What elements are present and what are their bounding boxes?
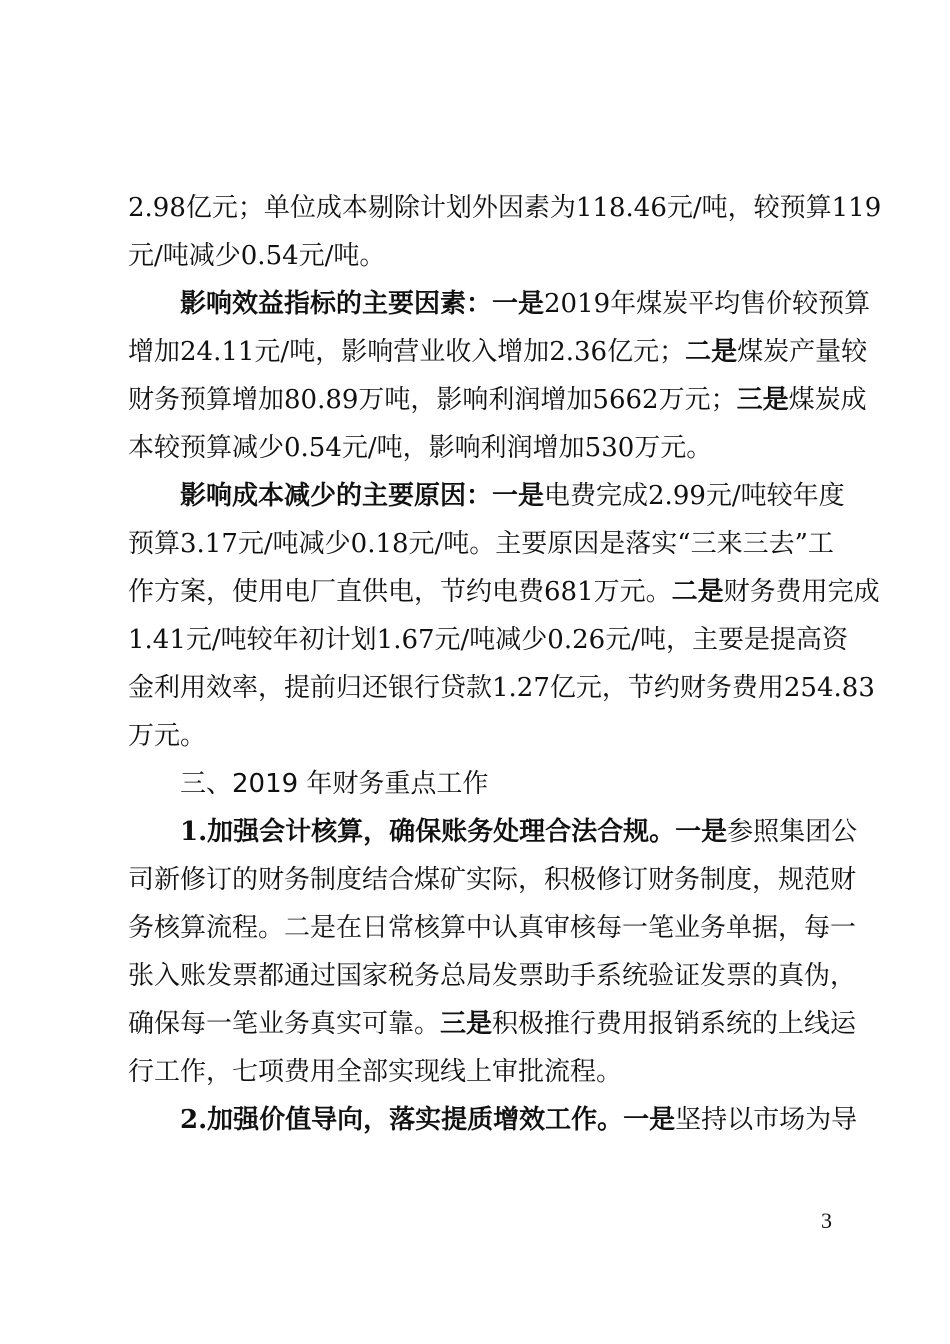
bold-lead: 影响效益指标的主要因素：一是 (180, 289, 545, 319)
paragraph-line (128, 376, 867, 424)
paragraph-line (128, 568, 880, 616)
body-text (128, 184, 882, 1144)
paragraph-line: 张入账发票都通过国家税务总局发票助手系统验证发票的真伪， (128, 961, 857, 991)
bold-lead: 1.加强会计核算，确保账务处理合法合规。一是 (180, 817, 728, 847)
text-run: 煤炭成 (788, 385, 867, 415)
paragraph-line (128, 808, 858, 856)
paragraph-line: 行工作，七项费用全部实现线上审批流程。 (128, 1057, 623, 1087)
text-run: 财务费用完成 (723, 577, 880, 607)
bold-run: 三是 (736, 385, 789, 415)
text-run: 参照集团公 (727, 817, 858, 847)
bold-lead: 2.加强价值导向，落实提质增效工作。一是 (180, 1105, 676, 1135)
text-run: 作方案，使用电厂直供电，节约电费681万元。 (128, 577, 672, 607)
paragraph-line: 务核算流程。二是在日常核算中认真审核每一笔业务单据，每一 (128, 913, 857, 943)
paragraph-line: 司新修订的财务制度结合煤矿实际，积极修订财务制度，规范财 (128, 865, 857, 895)
paragraph-line: 1.41元/吨较年初计划1.67元/吨减少0.26元/吨，主要是提高资 (128, 625, 848, 655)
page-number: 3 (821, 1208, 832, 1233)
text-run: 财务预算增加80.89万吨，影响利润增加5662万元； (128, 385, 737, 415)
text-line: 2.98亿元；单位成本剔除计划外因素为118.46元/吨，较预算119 (128, 193, 882, 223)
paragraph-line (128, 472, 845, 520)
paragraph-line: 金利用效率，提前归还银行贷款1.27亿元，节约财务费用254.83 (128, 673, 875, 703)
bold-run: 三是 (440, 1009, 493, 1039)
paragraph-line (128, 1000, 857, 1048)
text-run: 增加24.11元/吨，影响营业收入增加2.36亿元； (128, 337, 686, 367)
paragraph-line: 万元。 (128, 721, 207, 751)
bold-run: 二是 (685, 337, 738, 367)
text-run: 煤炭产量较 (737, 337, 868, 367)
bold-run: 二是 (671, 577, 724, 607)
paragraph-line (128, 1096, 858, 1144)
text-line: 元/吨减少0.54元/吨。 (128, 241, 386, 271)
paragraph-line: 预算3.17元/吨减少0.18元/吨。主要原因是落实“三来三去”工 (128, 529, 834, 559)
paragraph-line: 本较预算减少0.54元/吨，影响利润增加530万元。 (128, 433, 713, 463)
text-run: 2019年煤炭平均售价较预算 (544, 289, 871, 319)
bold-lead: 影响成本减少的主要原因：一是 (180, 481, 545, 511)
text-run: 电费完成2.99元/吨较年度 (544, 481, 845, 511)
text-run: 坚持以市场为导 (675, 1105, 858, 1135)
text-run: 确保每一笔业务真实可靠。 (128, 1009, 441, 1039)
text-run: 积极推行费用报销系统的上线运 (492, 1009, 857, 1039)
paragraph-line (128, 328, 868, 376)
section-heading: 三、2019 年财务重点工作 (180, 769, 489, 799)
paragraph-line (128, 280, 871, 328)
